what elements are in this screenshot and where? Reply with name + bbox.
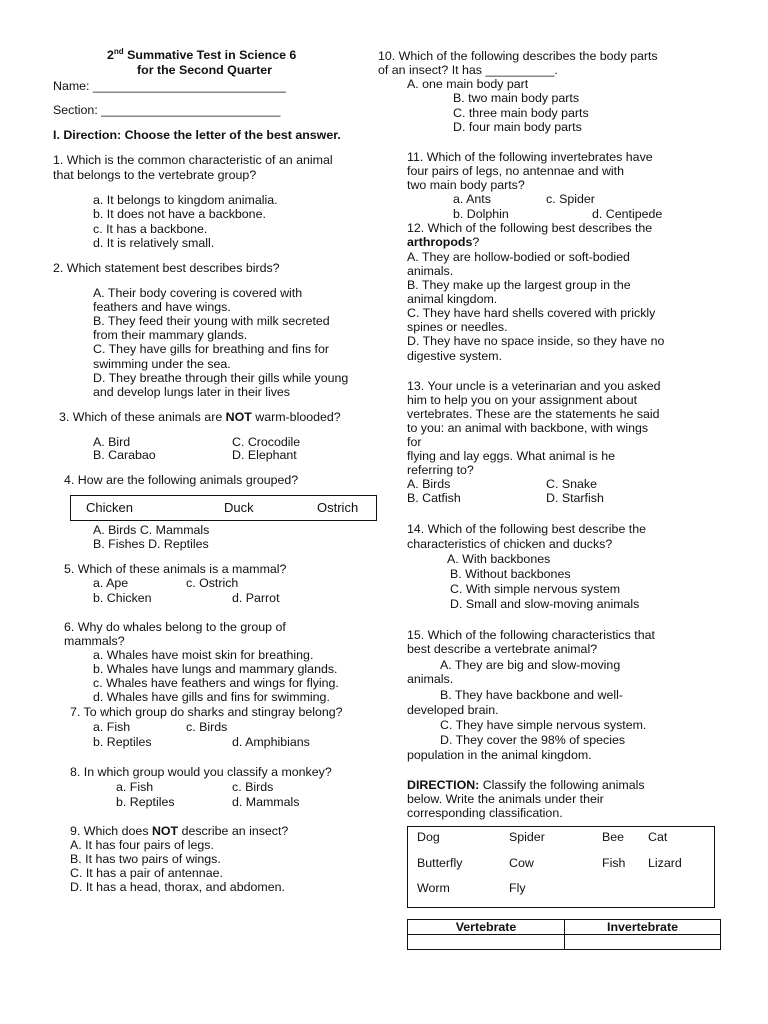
choice[interactable]: d. Parrot bbox=[232, 591, 280, 605]
animal-item: Spider bbox=[509, 830, 545, 844]
direction-heading: I. Direction: Choose the letter of the best answer. bbox=[53, 128, 341, 142]
choice[interactable]: c. Whales have feathers and wings for flying. bbox=[93, 676, 339, 690]
choice[interactable]: B. Carabao bbox=[93, 448, 156, 462]
choice[interactable]: A. Birds bbox=[407, 477, 451, 491]
animal-item: Worm bbox=[417, 881, 450, 895]
question-15-stem: 15. Which of the following characteristics that bbox=[407, 628, 655, 642]
question-4-stem: 4. How are the following animals grouped? bbox=[64, 473, 299, 487]
choice[interactable]: C. With simple nervous system bbox=[450, 582, 621, 596]
question-11-stem: 11. Which of the following invertebrates have bbox=[407, 150, 653, 164]
vertebrate-header: Vertebrate bbox=[408, 920, 565, 935]
choice[interactable]: b. Chicken bbox=[93, 591, 152, 605]
choice[interactable]: c. Ostrich bbox=[186, 576, 239, 590]
animal-item: Lizard bbox=[648, 856, 682, 870]
choice[interactable]: A. Birds C. Mammals bbox=[93, 523, 210, 537]
question-8-stem: 8. In which group would you classify a monkey? bbox=[70, 765, 332, 779]
question-11-stem-cont: four pairs of legs, no antennae and with bbox=[407, 164, 624, 178]
choice[interactable]: D. Small and slow-moving animals bbox=[450, 597, 640, 611]
choice[interactable]: A. They are hollow-bodied or soft-bodied bbox=[407, 250, 630, 264]
question-14-stem-cont: characteristics of chicken and ducks? bbox=[407, 537, 613, 551]
choice[interactable]: D. They cover the 98% of species bbox=[440, 733, 626, 747]
choice[interactable]: a. Ants bbox=[453, 192, 491, 206]
animal-item: Cow bbox=[509, 856, 534, 870]
choice[interactable]: C. Snake bbox=[546, 477, 597, 491]
choice[interactable]: C. three main body parts bbox=[453, 106, 589, 120]
choice[interactable]: A. one main body part bbox=[407, 77, 529, 91]
choice[interactable]: b. It does not have a backbone. bbox=[93, 207, 266, 221]
question-14-stem: 14. Which of the following best describe the bbox=[407, 522, 646, 536]
choice[interactable]: d. Mammals bbox=[232, 795, 300, 809]
classification-table bbox=[407, 919, 721, 950]
choice[interactable]: C. It has a pair of antennae. bbox=[70, 866, 223, 880]
choice[interactable]: A. Bird bbox=[93, 435, 131, 449]
choice[interactable]: a. It belongs to kingdom animalia. bbox=[93, 193, 278, 207]
choice[interactable]: b. Dolphin bbox=[453, 207, 509, 221]
direction-classify: DIRECTION: Classify the following animals bbox=[407, 778, 645, 792]
animal-label: Ostrich bbox=[317, 500, 359, 515]
choice[interactable]: B. It has two pairs of wings. bbox=[70, 852, 221, 866]
choice[interactable]: c. Birds bbox=[186, 720, 228, 734]
choice[interactable]: b. Reptiles bbox=[93, 735, 152, 749]
choice[interactable]: d. It is relatively small. bbox=[93, 236, 215, 250]
choice[interactable]: C. Crocodile bbox=[232, 435, 301, 449]
choice[interactable]: B. two main body parts bbox=[453, 91, 580, 105]
choice[interactable]: d. Amphibians bbox=[232, 735, 310, 749]
choice[interactable]: B. Catfish bbox=[407, 491, 461, 505]
animal-item: Fish bbox=[602, 856, 626, 870]
choice[interactable]: D. Starfish bbox=[546, 491, 604, 505]
choice[interactable]: A. It has four pairs of legs. bbox=[70, 838, 214, 852]
test-subtitle: for the Second Quarter bbox=[137, 63, 272, 77]
animal-item: Fly bbox=[509, 881, 526, 895]
test-title: 2nd Summative Test in Science 6 bbox=[107, 46, 297, 62]
question-9-stem: 9. Which does NOT describe an insect? bbox=[70, 824, 289, 838]
animal-item: Dog bbox=[417, 830, 440, 844]
section-field[interactable]: Section: __________________________ bbox=[53, 103, 281, 117]
vertebrate-answer-cell[interactable] bbox=[408, 935, 565, 950]
choice[interactable]: D. It has a head, thorax, and abdomen. bbox=[70, 880, 285, 894]
choice[interactable]: C. They have simple nervous system. bbox=[440, 718, 647, 732]
question-2-stem: 2. Which statement best describes birds? bbox=[53, 261, 280, 275]
question-11-stem-cont: two main body parts? bbox=[407, 178, 525, 192]
question-3-stem: 3. Which of these animals are NOT warm-blooded? bbox=[59, 410, 341, 424]
choice[interactable]: B. Fishes D. Reptiles bbox=[93, 537, 209, 551]
choice[interactable]: B. Without backbones bbox=[450, 567, 571, 581]
question-15-stem-cont: best describe a vertebrate animal? bbox=[407, 642, 598, 656]
animal-item: Butterfly bbox=[417, 856, 463, 870]
choice[interactable]: c. Birds bbox=[232, 780, 274, 794]
choice[interactable]: b. Whales have lungs and mammary glands. bbox=[93, 662, 338, 676]
choice[interactable]: A. They are big and slow-moving bbox=[440, 658, 621, 672]
invertebrate-answer-cell[interactable] bbox=[565, 935, 721, 950]
animal-label: Chicken bbox=[86, 500, 133, 515]
animal-item: Bee bbox=[602, 830, 625, 844]
choice[interactable]: B. They have backbone and well- bbox=[440, 688, 623, 702]
invertebrate-header: Invertebrate bbox=[565, 920, 721, 935]
choice[interactable]: D. four main body parts bbox=[453, 120, 582, 134]
choice[interactable]: a. Fish bbox=[116, 780, 154, 794]
choice[interactable]: a. Fish bbox=[93, 720, 131, 734]
choice[interactable]: a. Ape bbox=[93, 576, 129, 590]
choice[interactable]: a. Whales have moist skin for breathing. bbox=[93, 648, 314, 662]
name-field[interactable]: Name: ____________________________ bbox=[53, 79, 286, 93]
choice[interactable]: D. They have no space inside, so they have no bbox=[407, 334, 665, 348]
choice[interactable]: c. It has a backbone. bbox=[93, 222, 208, 236]
choice[interactable]: A. With backbones bbox=[447, 552, 551, 566]
choice[interactable]: d. Centipede bbox=[592, 207, 663, 221]
question-12-stem-cont: arthropods? bbox=[407, 235, 480, 249]
question-5-stem: 5. Which of these animals is a mammal? bbox=[64, 562, 287, 576]
question-7-stem: 7. To which group do sharks and stingray belong? bbox=[70, 705, 343, 719]
choice[interactable]: C. They have hard shells covered with prickly bbox=[407, 306, 656, 320]
question-10-stem: 10. Which of the following describes the body parts bbox=[378, 49, 658, 63]
choice[interactable]: c. Spider bbox=[546, 192, 595, 206]
choice[interactable]: B. They make up the largest group in the bbox=[407, 278, 631, 292]
animal-item: Cat bbox=[648, 830, 668, 844]
animal-label: Duck bbox=[224, 500, 254, 515]
question-6-stem: 6. Why do whales belong to the group of bbox=[64, 620, 286, 634]
question-10-stem-cont: of an insect? It has __________. bbox=[378, 63, 558, 77]
question-6-stem-cont: mammals? bbox=[64, 634, 125, 648]
choice[interactable]: d. Whales have gills and fins for swimming. bbox=[93, 690, 330, 704]
question-12-stem: 12. Which of the following best describes the bbox=[407, 221, 653, 235]
choice[interactable]: D. Elephant bbox=[232, 448, 297, 462]
choice[interactable]: b. Reptiles bbox=[116, 795, 175, 809]
